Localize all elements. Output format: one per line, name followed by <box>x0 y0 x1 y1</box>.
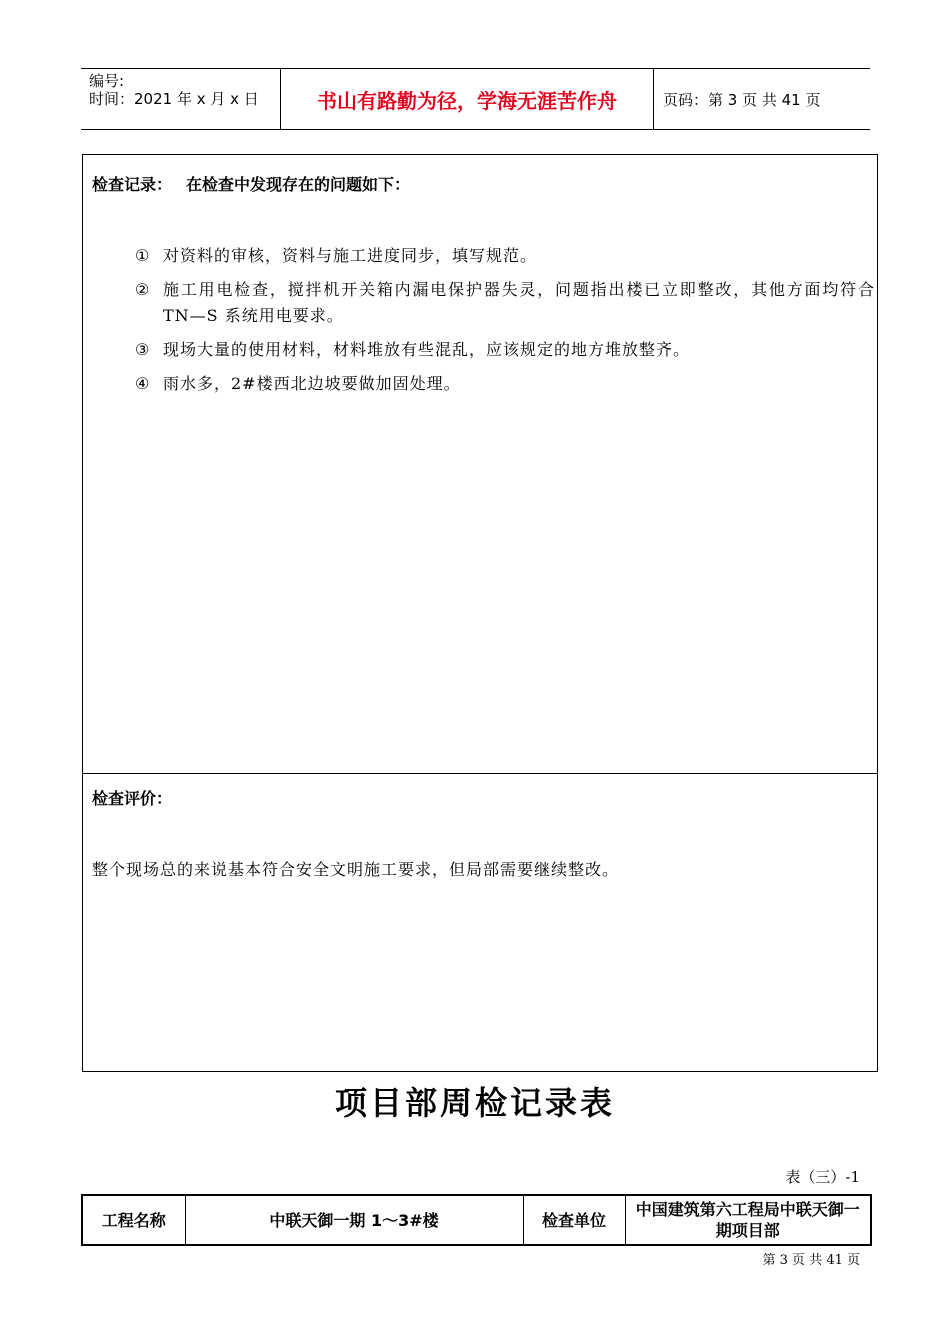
header-page-info: 页码：第 3 页 共 41 页 <box>663 90 821 109</box>
section-divider <box>83 773 877 774</box>
header-motto: 书山有路勤为径，学海无涯苦作舟 <box>281 69 654 129</box>
project-info-table <box>81 1194 872 1246</box>
inspector-value: 中国建筑第六工程局中联天御一期项目部 <box>625 1195 871 1245</box>
list-item <box>135 277 875 329</box>
record-label: 检查记录： <box>92 175 173 194</box>
form-title: 项目部周检记录表 <box>334 1084 615 1122</box>
page-header <box>81 68 870 130</box>
project-name-value: 中联天御一期 1～3#楼 <box>185 1195 523 1245</box>
issue-text: 现场大量的使用材料，材料堆放有些混乱，应该规定的地方堆放整齐。 <box>163 340 691 359</box>
inspector-label: 检查单位 <box>523 1195 625 1245</box>
project-name-label: 工程名称 <box>82 1195 185 1245</box>
form-code: 表（三）-1 <box>785 1168 860 1186</box>
issue-number: ② <box>135 280 151 299</box>
issue-number: ① <box>135 246 151 265</box>
issue-text: 施工用电检查，搅拌机开关箱内漏电保护器失灵，问题指出楼已立即整改，其他方面均符合 TN—S 系统用电要求。 <box>163 280 875 325</box>
issue-text: 雨水多，2#楼西北边坡要做加固处理。 <box>163 374 461 393</box>
issue-number: ③ <box>135 340 151 359</box>
list-item <box>135 243 875 269</box>
issue-text: 对资料的审核，资料与施工进度同步，填写规范。 <box>163 246 538 265</box>
table-row <box>82 1195 871 1245</box>
page-footer: 第 3 页 共 41 页 <box>762 1253 860 1268</box>
issue-list <box>135 243 875 405</box>
issue-number: ④ <box>135 374 151 393</box>
inspection-record-box <box>82 154 878 1072</box>
evaluation-label: 检查评价： <box>92 789 173 808</box>
header-meta <box>81 69 281 129</box>
header-time: 时间：2021 年 x 月 x 日 <box>89 90 259 108</box>
doc-number-label: 编号: <box>89 72 125 90</box>
evaluation-text: 整个现场总的来说基本符合安全文明施工要求，但局部需要继续整改。 <box>92 860 620 879</box>
list-item <box>135 371 875 397</box>
record-section-heading <box>92 172 410 195</box>
list-item <box>135 337 875 363</box>
record-lead: 在检查中发现存在的问题如下： <box>186 175 411 194</box>
